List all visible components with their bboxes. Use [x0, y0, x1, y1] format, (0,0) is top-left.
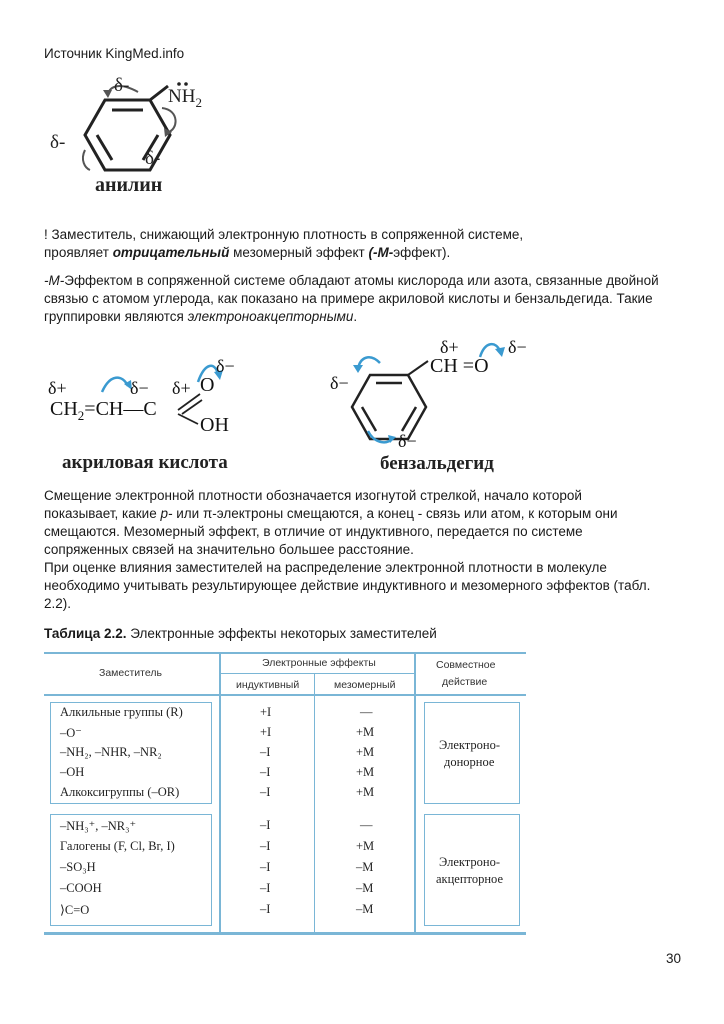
g1-mes-0: —	[360, 705, 373, 719]
g2-mes-3: –M	[356, 881, 374, 895]
acrylic-o: O	[200, 374, 215, 396]
g2-action-2: акцепторное	[436, 872, 503, 886]
acrylic-oh: OH	[200, 414, 229, 436]
paragraph-1: ! Заместитель, снижающий электронную плотность в сопряженной системе, проявляет отрицательный мезомерный эффект (-М-эффект).	[44, 227, 524, 260]
header-mesomeric: мезомерный	[334, 679, 396, 691]
g1-mes-3: +M	[356, 765, 375, 779]
aniline-delta-top: δ-	[114, 75, 130, 96]
aniline-delta-left: δ-	[50, 132, 66, 153]
g1-sub-2: –NH₂, –NHR, –NR₂	[60, 745, 162, 759]
g1-mes-2: +M	[356, 745, 375, 759]
benzaldehyde-d-left: δ−	[330, 373, 349, 393]
g2-sub-1: Галогены (F, Cl, Br, I)	[60, 839, 175, 853]
g1-action-2: донорное	[444, 755, 495, 769]
g1-ind-2: –I	[260, 745, 271, 759]
g2-ind-3: –I	[260, 881, 271, 895]
g1-ind-3: –I	[260, 765, 271, 779]
g2-ind-1: –I	[260, 839, 271, 853]
header-joint-1: Совместное	[436, 659, 496, 671]
benzaldehyde-figure	[330, 335, 580, 477]
g1-sub-4: Алкоксигруппы (–OR)	[60, 785, 180, 799]
header-effects: Электронные эффекты	[262, 657, 376, 669]
paragraph-3: Смещение электронной плотности обозначается изогнутой стрелкой, начало которой показывает, какие р- или π-электроны смещаются, а конец - связь или атом, к которым они смещаются. Мезомерный эффект, в отличие от индуктивного, передается по системе сопряженных связей на значительно большее расстояние. При оценке влияния заместителей на распределение электронной плотности в молекуле необходимо учитывать результирующее действие индуктивного и мезомерного эффектов (табл. 2.2).	[44, 488, 651, 611]
group2-action-box	[424, 814, 520, 926]
g1-mes-4: +M	[356, 785, 375, 799]
aniline-figure	[40, 70, 240, 200]
acrylic-d2: δ−	[130, 378, 149, 398]
g2-sub-4: ⟩C=O	[60, 903, 90, 917]
benzaldehyde-d-bottom: δ−	[398, 431, 417, 451]
aniline-delta-bottom: δ-	[145, 148, 161, 169]
acrylic-d1: δ+	[48, 378, 67, 398]
g2-sub-2: –SO₃H	[60, 860, 96, 874]
acrylic-d4: δ−	[216, 356, 235, 376]
g2-mes-1: +M	[356, 839, 375, 853]
benzaldehyde-caption: бензальдегид	[380, 453, 494, 474]
header-substituent: Заместитель	[99, 667, 162, 679]
g2-ind-4: –I	[260, 902, 271, 916]
g2-mes-2: –M	[356, 860, 374, 874]
page-number: 30	[666, 951, 682, 966]
g1-action-1: Электроно-	[439, 738, 500, 752]
g1-mes-1: +M	[356, 725, 375, 739]
benzaldehyde-d-plus: δ+	[440, 337, 459, 357]
g2-sub-0: –NH₃⁺, –NR₃⁺	[60, 819, 137, 833]
aniline-caption: анилин	[95, 174, 163, 196]
g2-mes-4: –M	[356, 902, 374, 916]
header-joint-2: действие	[442, 676, 488, 688]
aniline-nh2: $NH_2$	[168, 86, 202, 110]
g2-ind-0: –I	[260, 818, 271, 832]
source-header: Источник KingMed.info	[44, 46, 185, 61]
g1-ind-0: +I	[260, 705, 272, 719]
g1-sub-0: Алкильные группы (R)	[60, 705, 183, 719]
g1-sub-3: –OH	[60, 765, 85, 779]
paragraph-2: -М-Эффектом в сопряженной системе обладают атомы кислорода или азота, связанные двойной связью с атомом углерода, как показано на примере акриловой кислоты и бензальдегида. Такие группировки являются электроноакцепторными.	[44, 273, 659, 324]
g2-mes-0: —	[360, 818, 373, 832]
effects-table	[44, 652, 526, 937]
benzaldehyde-formula: CH =O	[430, 355, 489, 377]
g1-sub-1: –O⁻	[60, 726, 82, 740]
acrylic-caption: акриловая кислота	[62, 452, 228, 473]
table-caption: Таблица 2.2. Электронные эффекты некоторых заместителей	[44, 626, 437, 641]
g1-ind-1: +I	[260, 725, 272, 739]
benzaldehyde-d-minus-o: δ−	[508, 337, 527, 357]
header-inductive: индуктивный	[236, 679, 300, 691]
group1-action-box	[424, 702, 520, 804]
g2-ind-2: –I	[260, 860, 271, 874]
g2-sub-3: –COOH	[60, 881, 102, 895]
acrylic-formula: $CH_2=CH—C$	[50, 398, 157, 423]
acrylic-d3: δ+	[172, 378, 191, 398]
acrylic-acid-figure	[40, 352, 290, 477]
g2-action-1: Электроно-	[439, 855, 500, 869]
g1-ind-4: –I	[260, 785, 271, 799]
